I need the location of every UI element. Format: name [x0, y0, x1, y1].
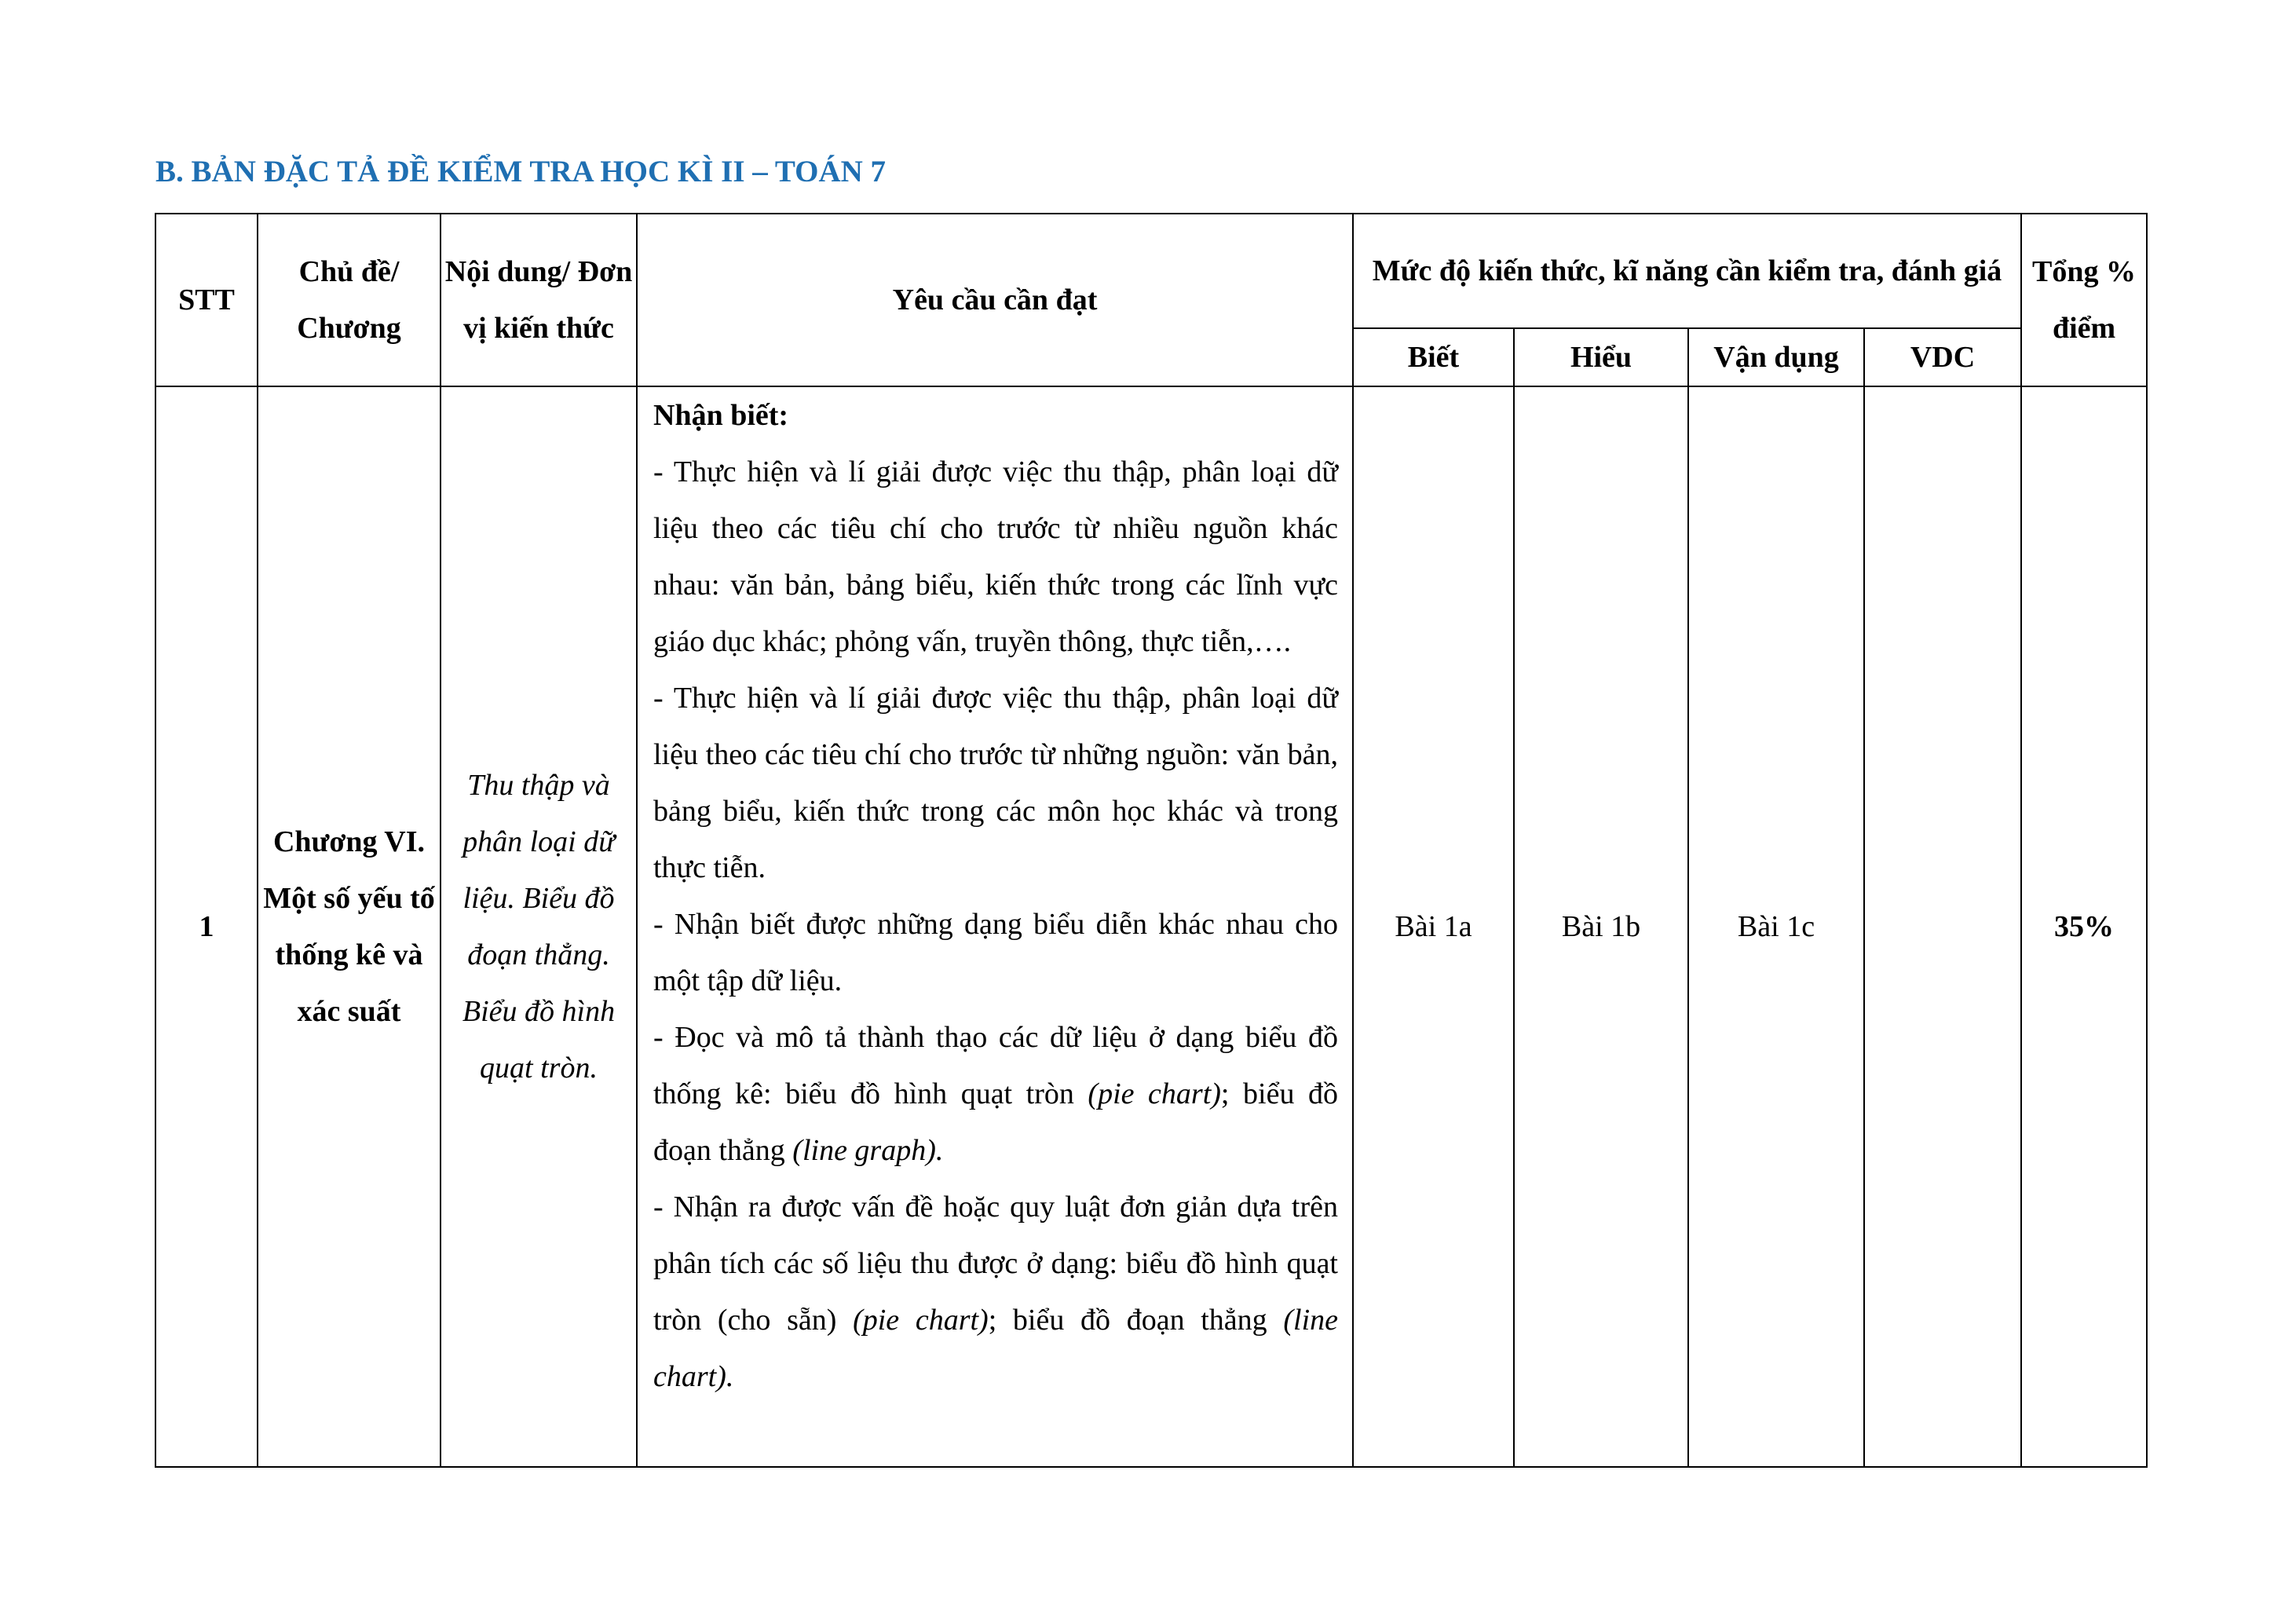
cell-chu-de: Chương VI. Một số yếu tố thống kê và xác suất [258, 386, 441, 1467]
cell-vdc [1864, 386, 2021, 1467]
requirement-item [653, 1179, 1338, 1405]
header-vdc: VDC [1864, 328, 2021, 386]
header-tong: Tổng % điểm [2021, 214, 2147, 386]
header-hieu: Hiểu [1514, 328, 1688, 386]
requirement-item: - Thực hiện và lí giải được việc thu thập, phân loại dữ liệu theo các tiêu chí cho trước từ những nguồn: văn bản, bảng biểu, kiến thức trong các môn học khác và trong thực tiễn. [653, 682, 1338, 884]
header-biet: Biết [1353, 328, 1514, 386]
header-noi-dung: Nội dung/ Đơn vị kiến thức [441, 214, 637, 386]
header-chu-de: Chủ đề/ Chương [258, 214, 441, 386]
header-muc-do: Mức độ kiến thức, kĩ năng cần kiểm tra, đánh giá [1353, 214, 2021, 328]
cell-noi-dung: Thu thập và phân loại dữ liệu. Biểu đồ đoạn thẳng. Biểu đồ hình quạt tròn. [441, 386, 637, 1467]
requirement-term: (line chart). [653, 1304, 1338, 1393]
requirement-item: - Thực hiện và lí giải được việc thu thập, phân loại dữ liệu theo các tiêu chí cho trước từ nhiều nguồn khác nhau: văn bản, bảng biểu, kiến thức trong các lĩnh vực giáo dục khác; phỏng vấn, truyền thông, thực tiễn,…. [653, 455, 1338, 658]
cell-van-dung: Bài 1c [1688, 386, 1864, 1467]
cell-yeu-cau [637, 386, 1353, 1467]
header-yeu-cau: Yêu cầu cần đạt [637, 214, 1353, 386]
page-title: B. BẢN ĐẶC TẢ ĐỀ KIỂM TRA HỌC KÌ II – TOÁN 7 [155, 155, 887, 188]
requirement-term: (line graph). [792, 1134, 944, 1167]
requirement-item [653, 1009, 1338, 1179]
requirement-term: (pie chart) [1088, 1077, 1221, 1110]
header-van-dung: Vận dụng [1688, 328, 1864, 386]
specification-table [155, 213, 2148, 1468]
cell-biet: Bài 1a [1353, 386, 1514, 1467]
requirement-text: ; biểu đồ đoạn thẳng [988, 1304, 1284, 1337]
cell-stt: 1 [155, 386, 258, 1467]
cell-hieu: Bài 1b [1514, 386, 1688, 1467]
table-row [155, 386, 2147, 1467]
requirement-heading: Nhận biết: [653, 399, 789, 432]
header-stt: STT [155, 214, 258, 386]
requirement-text: - Đọc và mô tả thành thạo các dữ liệu ở dạng biểu đồ thống kê: biểu đồ hình quạt tròn [653, 1021, 1338, 1110]
requirement-term: (pie chart) [853, 1304, 989, 1337]
requirement-text: - Nhận ra được vấn đề hoặc quy luật đơn giản dựa trên phân tích các số liệu thu được ở dạng: biểu đồ hình quạt tròn (cho sẵn) [653, 1191, 1338, 1337]
cell-tong: 35% [2021, 386, 2147, 1467]
requirement-text: ; biểu đồ đoạn thẳng [653, 1077, 1338, 1167]
requirement-item: - Nhận biết được những dạng biểu diễn khác nhau cho một tập dữ liệu. [653, 908, 1338, 997]
